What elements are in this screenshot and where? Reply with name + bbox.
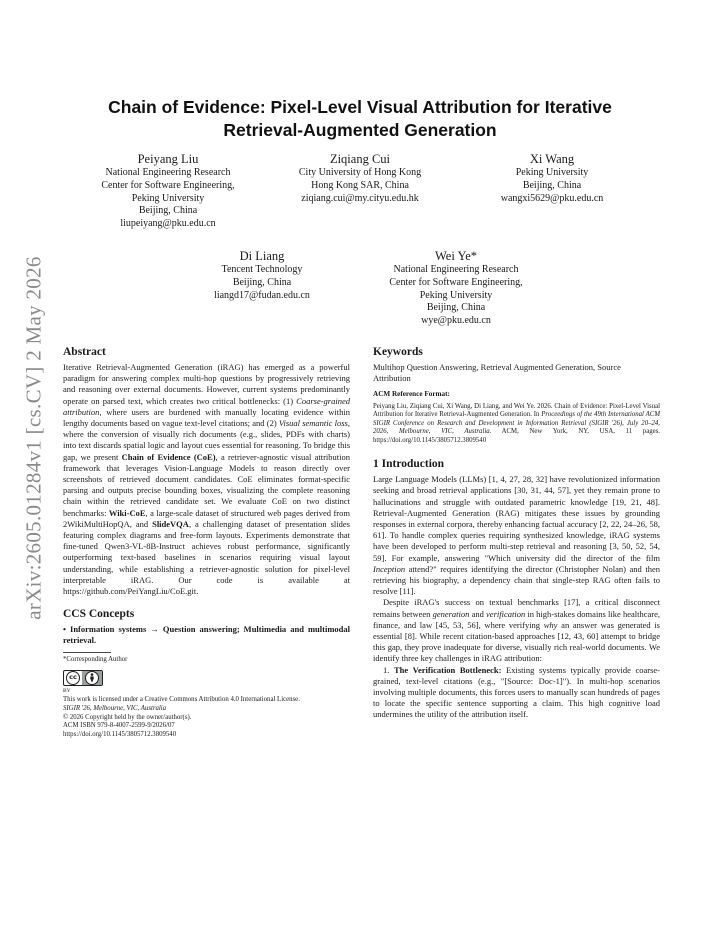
intro-emphasis: why — [543, 619, 558, 630]
keywords-text: Multihop Question Answering, Retrieval Augmented Generation, Source Attribution — [373, 362, 621, 384]
author-location: Beijing, China — [426, 302, 486, 314]
intro-emphasis: Inception — [373, 563, 406, 574]
author-location: Beijing, China — [232, 276, 292, 288]
intro-run: in high-stakes domains like healthcare, finance, and law [45, 53, 56], where verifying — [373, 608, 660, 630]
author-affiliation: Center for Software Engineering, — [101, 179, 235, 191]
license-isbn: ACM ISBN 979-8-4007-2599-9/2026/07 — [63, 722, 175, 730]
acm-reference-run: ACM, New York, NY, USA, 11 pages. https://doi.org/10.1145/3805712.3809540 — [373, 428, 660, 444]
intro-run: and — [469, 608, 487, 619]
author-location: Beijing, China — [138, 205, 198, 217]
author-email: liangd17@fudan.edu.cn — [214, 289, 310, 301]
author-block-5 — [366, 248, 546, 328]
arxiv-stamp-text: arXiv:2605.01284v1 [cs.CV] 2 May 2026 — [21, 256, 46, 620]
abstract-emphasis: Visual semantic loss — [278, 418, 348, 429]
cc-icon: cc — [66, 671, 80, 685]
author-affiliation: Peking University — [131, 192, 205, 204]
acm-reference-heading: ACM Reference Format: — [373, 390, 450, 399]
author-email: wye@pku.edu.cn — [421, 315, 491, 327]
license-copyright: © 2026 Copyright held by the owner/author(s). — [63, 713, 192, 721]
abstract-run: , a retriever-agnostic visual attribution framework that leverages Vision-Language Models to reason directly over screenshots of retrieved document candidates. CoE eliminates format-specific parsing and outputs precise bounding boxes, visualizing the complete reasoning chain within the retrieved candidate set. We evaluate CoE on two distinct benchmarks: — [63, 451, 351, 518]
intro-emphasis: verification — [486, 608, 526, 619]
author-affiliation: Peking University — [419, 289, 493, 301]
intro-bold: The Verification Bottleneck: — [394, 664, 502, 675]
intro-paragraph-1 — [373, 474, 660, 597]
author-location: Beijing, China — [522, 179, 582, 191]
acm-reference-run: Peiyang Liu, Ziqiang Cui, Xi Wang, Di Liang, and Wei Ye. 2026. Chain of Evidence: Pixel-Level Visual Attribution for Iterative Retrieval-Augmented Generation. In — [373, 402, 660, 419]
ccs-concepts: • Information systems → Question answering; Multimedia and multimodal retrieval. — [63, 624, 350, 646]
author-name: Di Liang — [239, 249, 285, 263]
license-line: This work is licensed under a Creative Commons Attribution 4.0 International License. — [63, 696, 300, 704]
author-name: Peiyang Liu — [137, 152, 199, 166]
intro-run: attend?" requires identifying the director (Christopher Nolan) and then retrieving his biography, a dependency chain that single-step RAG often fails to resolve [11]. — [373, 563, 660, 597]
author-block-2 — [270, 151, 450, 205]
acm-reference-proceedings: Proceedings of the 49th International ACM SIGIR Conference on Research and Development in Information Retrieval (SIGIR '26), July 20–24, 2026, Melbourne, VIC, Australia. — [373, 411, 660, 436]
abstract-run: , where the conversion of visually rich documents (e.g., slides, PDFs with charts) into text discards spatial logic and layout cues essential for reasoning. To bridge this gap, we present — [63, 418, 350, 462]
footnote-rule — [63, 652, 111, 653]
author-affiliation: National Engineering Research — [393, 264, 519, 275]
arxiv-stamp — [0, 0, 68, 932]
footnote: *Corresponding Author — [63, 656, 128, 664]
abstract-run: Iterative Retrieval-Augmented Generation (iRAG) has emerged as a powerful paradigm for answering complex multi-hop questions by progressively retrieving and reasoning over external documents. However, current systems predominantly operate on parsed text, which creates two critical bottlenecks: (1) — [63, 362, 350, 406]
intro-emphasis: generation — [432, 608, 470, 619]
author-name: Ziqiang Cui — [329, 152, 391, 166]
intro-paragraph-3 — [373, 665, 660, 721]
cc-by-label: BY — [63, 687, 71, 694]
author-affiliation: Peking University — [515, 167, 589, 178]
abstract-heading: Abstract — [63, 346, 106, 358]
abstract-emphasis: Coarse-grained attribution — [63, 395, 350, 417]
author-email: wangxi5629@pku.edu.cn — [500, 192, 604, 204]
introduction-heading: 1 Introduction — [373, 458, 445, 471]
abstract-run: , a challenging dataset of presentation slides featuring complex diagrams and free-form layouts. Experiments demonstrate that fine-tuned Qwen3-VL-8B-Instruct achieves robust performance, significantly outperforming text-based baselines in scenarios requiring visual layout understanding, while establishing a retriever-agnostic solution for pixel-level interpretable iRAG. Our code is available at https://github.com/PeiYangLiu/CoE.git. — [63, 518, 350, 597]
author-email: liupeiyang@pku.edu.cn — [120, 218, 216, 230]
author-block-3 — [462, 151, 642, 205]
author-affiliation: Center for Software Engineering, — [389, 276, 523, 288]
abstract-bold: Wiki-CoE — [108, 507, 146, 518]
author-affiliation: City University of Hong Kong — [298, 167, 422, 178]
abstract-text — [63, 362, 350, 597]
author-affiliation: National Engineering Research — [105, 167, 231, 178]
author-location: Hong Kong SAR, China — [311, 179, 409, 191]
acm-reference-text — [373, 403, 660, 446]
intro-paragraph-2 — [373, 597, 660, 664]
author-affiliation: Tencent Technology — [221, 264, 303, 275]
cc-by-badge — [63, 670, 103, 686]
author-block-4 — [172, 248, 352, 302]
intro-run: 1. — [383, 664, 394, 675]
abstract-bold: SlideVQA — [152, 518, 189, 529]
abstract-bold: Chain of Evidence (CoE) — [121, 451, 216, 462]
author-name: Xi Wang — [529, 152, 575, 166]
license-doi: https://doi.org/10.1145/3805712.3809540 — [63, 730, 177, 738]
intro-run: Despite iRAG's success on textual benchmarks [17], a critical disconnect remains between — [373, 597, 660, 619]
ccs-heading: CCS Concepts — [63, 608, 135, 621]
author-block-1 — [78, 151, 258, 231]
abstract-run: , where users are burdened with manually locating evidence within lengthy documents based on vague text-level citations; and (2) — [63, 406, 350, 429]
cc-by-segment — [82, 671, 102, 685]
license-notice — [63, 696, 350, 739]
intro-run: an answer was generated is essential [8]. While recent citation-based approaches [12, 43, 60] attempt to bridge this gap, they prove inadequate for diverse, visually rich real-world documents. We identify three key challenges in iRAG attribution: — [373, 619, 660, 664]
intro-run: Existing systems typically provide coarse-grained, text-level citations (e.g., "[Source: Doc-1]"). In multi-hop scenarios involving multiple documents, this forces users to manually scan hundreds of pages to locate the specific sentence supporting a claim. This high cognitive load undermines the utility of the attribution itself. — [373, 664, 661, 720]
attribution-person-icon — [85, 671, 99, 685]
right-column — [373, 345, 660, 721]
license-venue: SIGIR '26, Melbourne, VIC, Australia — [63, 705, 167, 713]
paper-title: Chain of Evidence: Pixel-Level Visual Attribution for Iterative Retrieval-Augmented Generation — [108, 97, 612, 140]
author-name: Wei Ye* — [434, 249, 478, 263]
left-column — [63, 345, 350, 739]
keywords-heading: Keywords — [373, 346, 423, 358]
author-email: ziqiang.cui@my.cityu.edu.hk — [301, 192, 419, 204]
intro-run: Large Language Models (LLMs) [1, 4, 27, 28, 32] have revolutionized information seeking and broad retrieval applications [30, 31, 44, 57], yet they remain prone to hallucinations and struggle with outdated parametric knowledge [19, 21, 48]. Retrieval-Augmented Generation (RAG) mitigates these issues by grounding responses in external corpora, thereby enhancing factual accuracy [2, 22, 24–26, 58, 61]. To handle complex queries requiring synthesized knowledge, iRAG systems have been developed to perform multi-step retrieval and reasoning [3, 50, 52, 54, 59]. For example, answering "Which university did the director of the film — [373, 474, 660, 563]
abstract-run: , a large-scale dataset of structured web pages derived from 2WikiMultiHopQA, and — [63, 507, 350, 529]
